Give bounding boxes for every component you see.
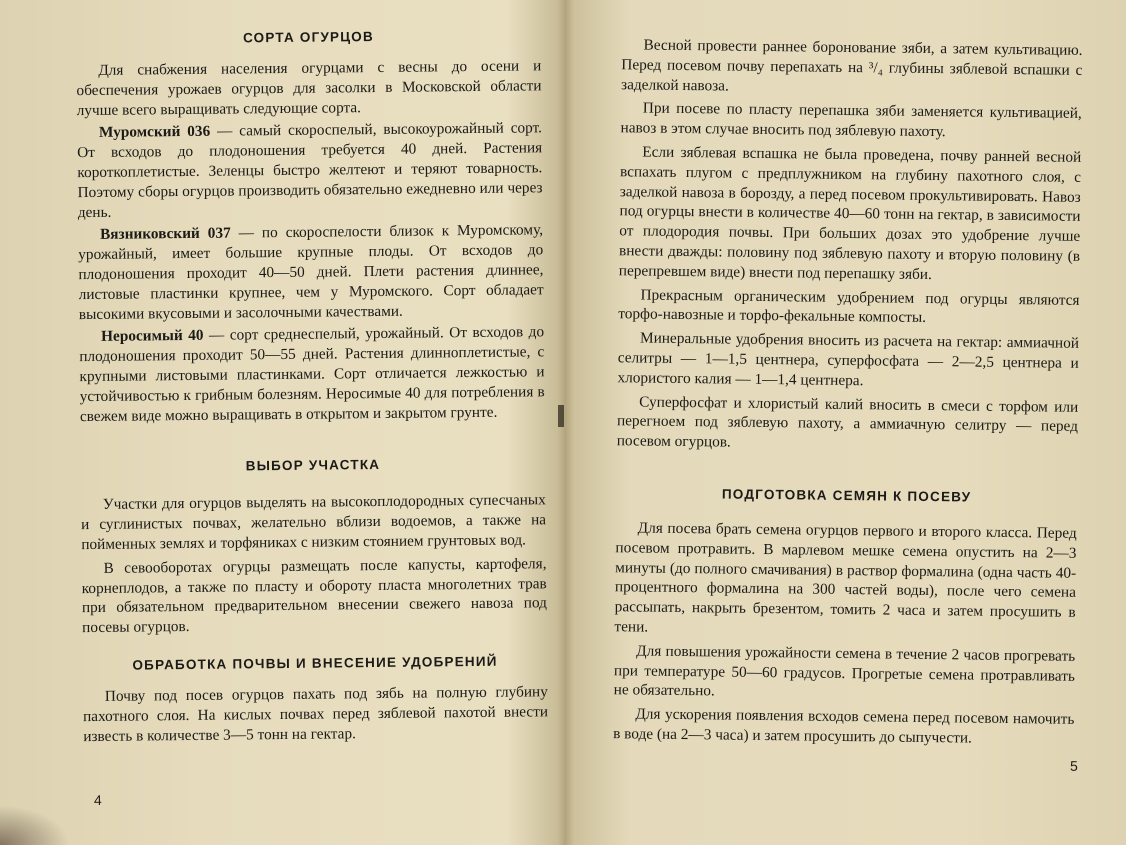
variety-description: — сорт среднеспелый, урожайный. От всходов до плодоношения проходит 50—55 дней. Растения длинноплетистые, с крупными листовыми пластинками. Сорт отличается лежкостью и устойчивостью к грибным болезням. Неросимые 40 для потребления в свежем виде можно выращивать в открытом и закрытом грунте.	[79, 323, 545, 425]
seed-paragraph-3: Для ускорения появления всходов семена перед посевом намочить в воде (на 2—3 часа) и затем просушить до сыпучести.	[613, 705, 1075, 747]
sod-paragraph: При посеве по пласту перепашка зяби заменяется культивацией, навоз в этом случае вносить под зяблевую пахоту.	[620, 99, 1082, 141]
intro-paragraph: Для снабжения населения огурцами с весны до осени и обеспечения урожаев огурцов для засолки в Московской области лучше всего выращивать следующие сорта.	[76, 57, 542, 119]
soil-paragraph-1: Почву под посев огурцов пахать под зябь на полную глубину пахотного слоя. На кислых почвах перед зяблевой пахотой внести известь в количестве 3—5 тонн на гектар.	[82, 683, 549, 745]
corner-shadow	[0, 805, 70, 845]
seed-paragraph-1: Для посева брать семена огурцов первого и второго класса. Перед посевом протравить. В марлевом мешке семена опустить на 2—3 минуты (до полного смачивания) в раствор формалина (одна часть 40-процентного формалина на 300 частей воды), после чего семена рассыпать, накрыть брезентом, томить 2 часа и затем просушить в тени.	[614, 519, 1077, 636]
variety-nerosimy	[79, 323, 545, 427]
mineral-paragraph: Минеральные удобрения вносить из расчета на гектар: аммиачной селитры — 1—1,5 центнера, суперфосфата — 2—2,5 центнера и хлористого калия — 1—1,4 центнера.	[617, 329, 1080, 389]
right-page	[560, 0, 1126, 845]
heading-site-selection: ВЫБОР УЧАСТКА	[245, 457, 381, 474]
compost-paragraph: Прекрасным органическим удобрением под огурцы являются торфо-навозные и торфо-фекальные компосты.	[618, 286, 1080, 327]
variety-name: Неросимый 40	[101, 327, 204, 346]
spine-staple	[558, 405, 564, 427]
site-paragraph-1: Участки для огурцов выделять на высокоплодородных супесчаных и суглинистых почвах, желательно вблизи водоемов, а также на пойменных землях и торфяниках с низким стоянием грунтовых вод.	[80, 491, 547, 554]
seed-paragraph-2: Для повышения урожайности семена в течение 2 часов прогревать при температуре 50—60 градусов. Прогретые семена протравливать не обязательно.	[613, 642, 1076, 700]
variety-description: — самый скороспелый, высокоурожайный сорт. От всходов до плодоношения требуется 40 дней. Растения короткоплетистые. Зеленцы быстро желтеют и теряют товарность. Поэтому сборы огурцов производить обязательно ежедневно или через день.	[77, 119, 543, 221]
spring-paragraph: Весной провести раннее боронование зяби, а затем культивацию. Перед посевом почву перепахать на ³/₄ глубины зяблевой вспашки с заделкой навоза.	[621, 36, 1083, 95]
page-number-left: 4	[93, 791, 102, 808]
variety-vyaznikovsky	[78, 221, 544, 325]
heading-cucumber-varieties: СОРТА ОГУРЦОВ	[242, 29, 374, 46]
page-number-right: 5	[1069, 757, 1078, 774]
superphosphate-paragraph: Суперфосфат и хлористый калий вносить в смеси с торфом или перегноем под зяблевую пахоту, а аммиачную селитру — перед посевом огурцов.	[616, 393, 1079, 451]
manure-paragraph: Если зяблевая вспашка не была проведена, почву ранней весной вспахать плугом с предплужником на глубину пахотного слоя, с заделкой навоза в борозду, а перед посевом прокультивировать. Навоз под огурцы внести в количестве 40—60 тонн на гектар, в зависимости от плодородия почвы. При больших дозах это удобрение лучше внести дважды: половину под зяблевую пахоту и вторую половину (в перепревшем виде) внести под перепашку зяби.	[618, 143, 1082, 283]
heading-seed-preparation: ПОДГОТОВКА СЕМЯН К ПОСЕВУ	[721, 486, 972, 505]
site-paragraph-2: В севооборотах огурцы размещать после капусты, картофеля, корнеплодов, а также по пласту и обороту пласта многолетних трав при обязательном предварительном внесении свежего навоза под посевы огурцов.	[81, 554, 547, 637]
variety-muromsky	[77, 119, 543, 223]
variety-name: Муромский 036	[98, 123, 211, 142]
heading-soil-treatment: ОБРАБОТКА ПОЧВЫ И ВНЕСЕНИЕ УДОБРЕНИЙ	[132, 653, 498, 673]
variety-description: — по скороспелости близок к Муромскому, урожайный, имеет большие крупные плоды. От всходов до плодоношения проходит 40—50 дней. Плети растения длиннее, листовые пластинки крупнее, чем у Муромского. Сорт обладает высокими вкусовыми и засолочными качествами.	[78, 221, 544, 323]
variety-name: Вязниковский 037	[99, 224, 231, 244]
